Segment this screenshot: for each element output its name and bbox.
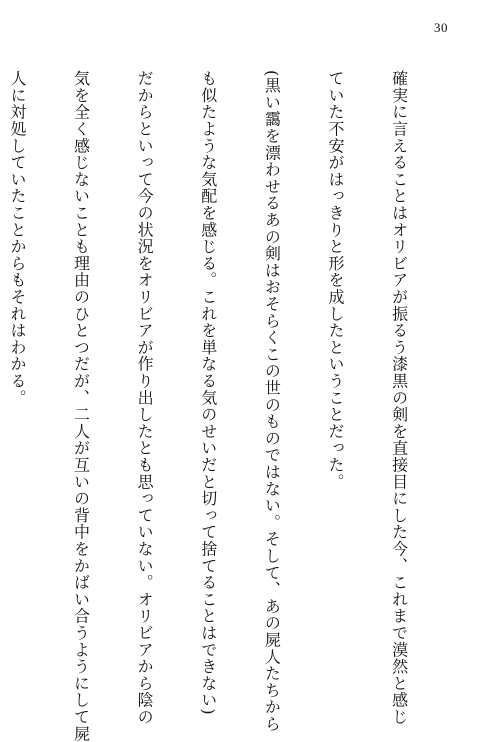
page-number: 30 xyxy=(434,20,448,35)
body-text xyxy=(7,70,452,742)
text-line: だからといって今の状況をオリビアが作り出したとも思っていない。オリビアから陰の xyxy=(135,70,155,726)
text-line: 気を全く感じないことも理由のひとつだが、二人が互いの背中をかばい合うようにして屍 xyxy=(71,70,91,742)
text-line: 人に対処していたことからもそれはわかる。 xyxy=(7,70,27,406)
text-line: ていた不安がはっきりと形を成したということだった。 xyxy=(325,70,345,490)
text-line: (黒い靄を漂わせるあの剣はおそらくこの世のものではない。そして、あの屍人たちから xyxy=(262,70,282,733)
text-line: も似たような気配を感じる。これを単なる気のせいだと切って捨てることはできない) xyxy=(198,70,218,716)
text-line: 確実に言えることはオリビアが振るう漆黒の剣を直接目にした今、これまで漠然と感じ xyxy=(389,70,409,726)
